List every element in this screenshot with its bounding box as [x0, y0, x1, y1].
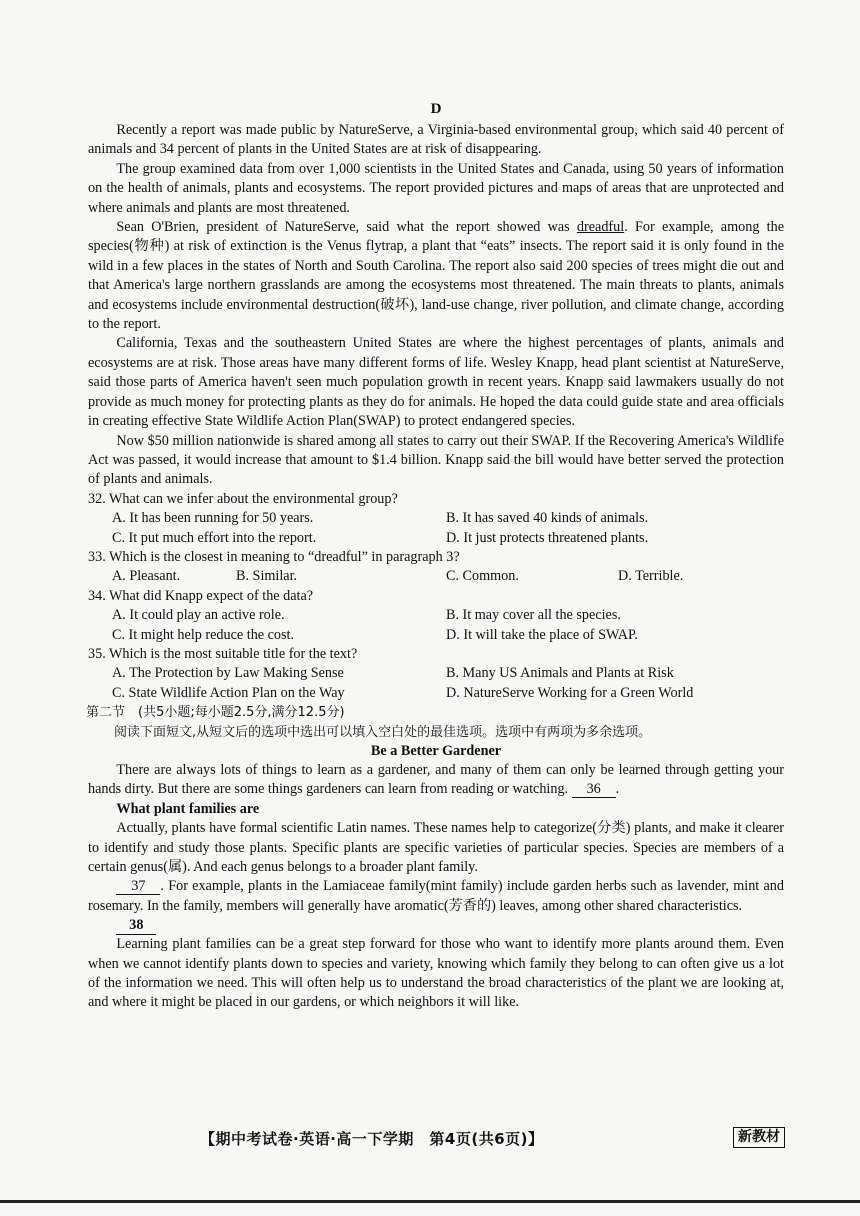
question-34-options: [88, 606, 784, 645]
option-35-a: A. The Protection by Law Making Sense: [112, 665, 344, 682]
option-32-c: C. It put much effort into the report.: [112, 529, 317, 546]
option-32-a: A. It has been running for 50 years.: [112, 510, 314, 527]
dreadful-word: dreadful: [576, 219, 625, 236]
subheading-plant-families: What plant families are: [116, 800, 260, 817]
option-35-c: C. State Wildlife Action Plan on the Way: [112, 684, 345, 701]
section-2-instruction: 阅读下面短文,从短文后的选项中选出可以填入空白处的最佳选项。选项中有两项为多余选项。: [114, 724, 652, 740]
blank-38: 38: [116, 916, 156, 935]
bottom-divider: [0, 1200, 860, 1203]
option-33-c: C. Common.: [446, 568, 519, 585]
new-textbook-badge: 新教材: [733, 1127, 785, 1148]
gardener-paragraph-2: Actually, plants have formal scientific Latin names. These names help to categorize(分类) plants, and make it clearer to identify and study those plants. Specific plants are specific varieties of particular species. Species are members of a certain genus(属). And each genus belongs to a broader plant family.: [88, 820, 784, 876]
question-33-stem: 33. Which is the closest in meaning to “dreadful” in paragraph 3?: [88, 548, 460, 565]
passage-paragraph-3: [88, 218, 784, 334]
option-32-d: D. It just protects threatened plants.: [446, 529, 649, 546]
option-35-d: D. NatureServe Working for a Green World: [446, 684, 694, 701]
option-34-c: C. It might help reduce the cost.: [112, 626, 295, 643]
question-34-stem: 34. What did Knapp expect of the data?: [88, 587, 314, 604]
exam-page: [88, 100, 784, 1013]
gardener-paragraph-4: Learning plant families can be a great step forward for those who want to identify more plants around them. Even when we cannot identify plants down to species and variety, knowing which family they belong to can often give us a lot of the information we need. This will often help us to understand the broad characteristics of the plant we are looking at, and where it might be placed in our gardens, or which neighbors it will like.: [88, 936, 784, 1011]
blank-36: 36: [572, 781, 616, 798]
option-34-a: A. It could play an active role.: [112, 607, 285, 624]
option-34-d: D. It will take the place of SWAP.: [446, 626, 638, 643]
gardener-paragraph-1: There are always lots of things to learn as a gardener, and many of them can only be learned through getting your hands dirty. But there are some things gardeners can learn from reading or watching. 36 .: [88, 762, 784, 798]
gardener-p3-text: . For example, plants in the Lamiaceae family(mint family) include garden herbs such as lavender, mint and rosemary. In the family, members will generally have aromatic(芳香的) leaves, among other shared characteristics.: [88, 878, 784, 914]
question-35-options: [88, 664, 784, 703]
question-32-stem: 32. What can we infer about the environmental group?: [88, 490, 398, 507]
option-34-b: B. It may cover all the species.: [446, 607, 621, 624]
page-footer: 【期中考试卷·英语·高一下学期 第4页(共6页)】: [200, 1130, 544, 1148]
passage-paragraph-2: The group examined data from over 1,000 scientists in the United States and Canada, using 50 years of information on the health of animals, plants and ecosystems. The report provided pictures and maps of areas that are unprotected and where animals and plants are most threatened.: [88, 160, 784, 216]
blank-37: 37: [116, 878, 160, 895]
option-33-d: D. Terrible.: [618, 568, 684, 585]
gardener-paragraph-3: [88, 877, 784, 916]
passage-paragraph-5: Now $50 million nationwide is shared among all states to carry out their SWAP. If the Recovering America's Wildlife Act was passed, it would increase that amount to $1.4 billion. Knapp said the bill would have better served the protection of plants and animals.: [88, 432, 784, 488]
p3-after: . For example, among the species(物种) at risk of extinction is the Venus flytrap, a plant that “eats” insects. The report said it is only found in the wild in a few places in the states of North and South Carolina. The report also said 200 species of trees might die out and that America's large northern grasslands are among the ecosystems most threatened. The main threats to plants, animals and ecosystems include environmental destruction(破坏), land-use change, river pollution, and climate change, according to the report.: [88, 219, 784, 333]
option-33-b: B. Similar.: [236, 568, 298, 585]
section-letter: D: [430, 101, 442, 117]
p3-before: Sean O'Brien, president of NatureServe, said what the report showed was: [116, 219, 577, 236]
gardener-p1-text: There are always lots of things to learn as a gardener, and many of them can only be learned through getting your hands dirty. But there are some things gardeners can learn from reading or watching.: [88, 762, 784, 798]
section-2-header: 第二节 (共5小题;每小题2.5分,满分12.5分): [86, 705, 345, 721]
option-35-b: B. Many US Animals and Plants at Risk: [446, 665, 674, 682]
passage-paragraph-1: Recently a report was made public by NatureServe, a Virginia-based environmental group, which said 40 percent of animals and 34 percent of plants in the United States are at risk of disappearing.: [88, 122, 784, 158]
passage-paragraph-4: California, Texas and the southeastern United States are where the highest percentages of plants, animals and ecosystems are at risk. Those areas have many different forms of life. Wesley Knapp, head plant scientist at NatureServe, said those parts of America haven't seen much population growth in recent years. Knapp said lawmakers usually do not provide as much money for protecting plants as they do for animals. He hoped the data could guide state and area officials in creating effective State Wildlife Action Plan(SWAP) to protect endangered species.: [88, 335, 784, 430]
question-35-stem: 35. Which is the most suitable title for the text?: [88, 645, 358, 662]
option-33-a: A. Pleasant.: [112, 568, 181, 585]
option-32-b: B. It has saved 40 kinds of animals.: [446, 510, 649, 527]
question-32-options: [88, 509, 784, 548]
question-33-options: [88, 567, 784, 586]
passage-title: Be a Better Gardener: [370, 743, 502, 759]
